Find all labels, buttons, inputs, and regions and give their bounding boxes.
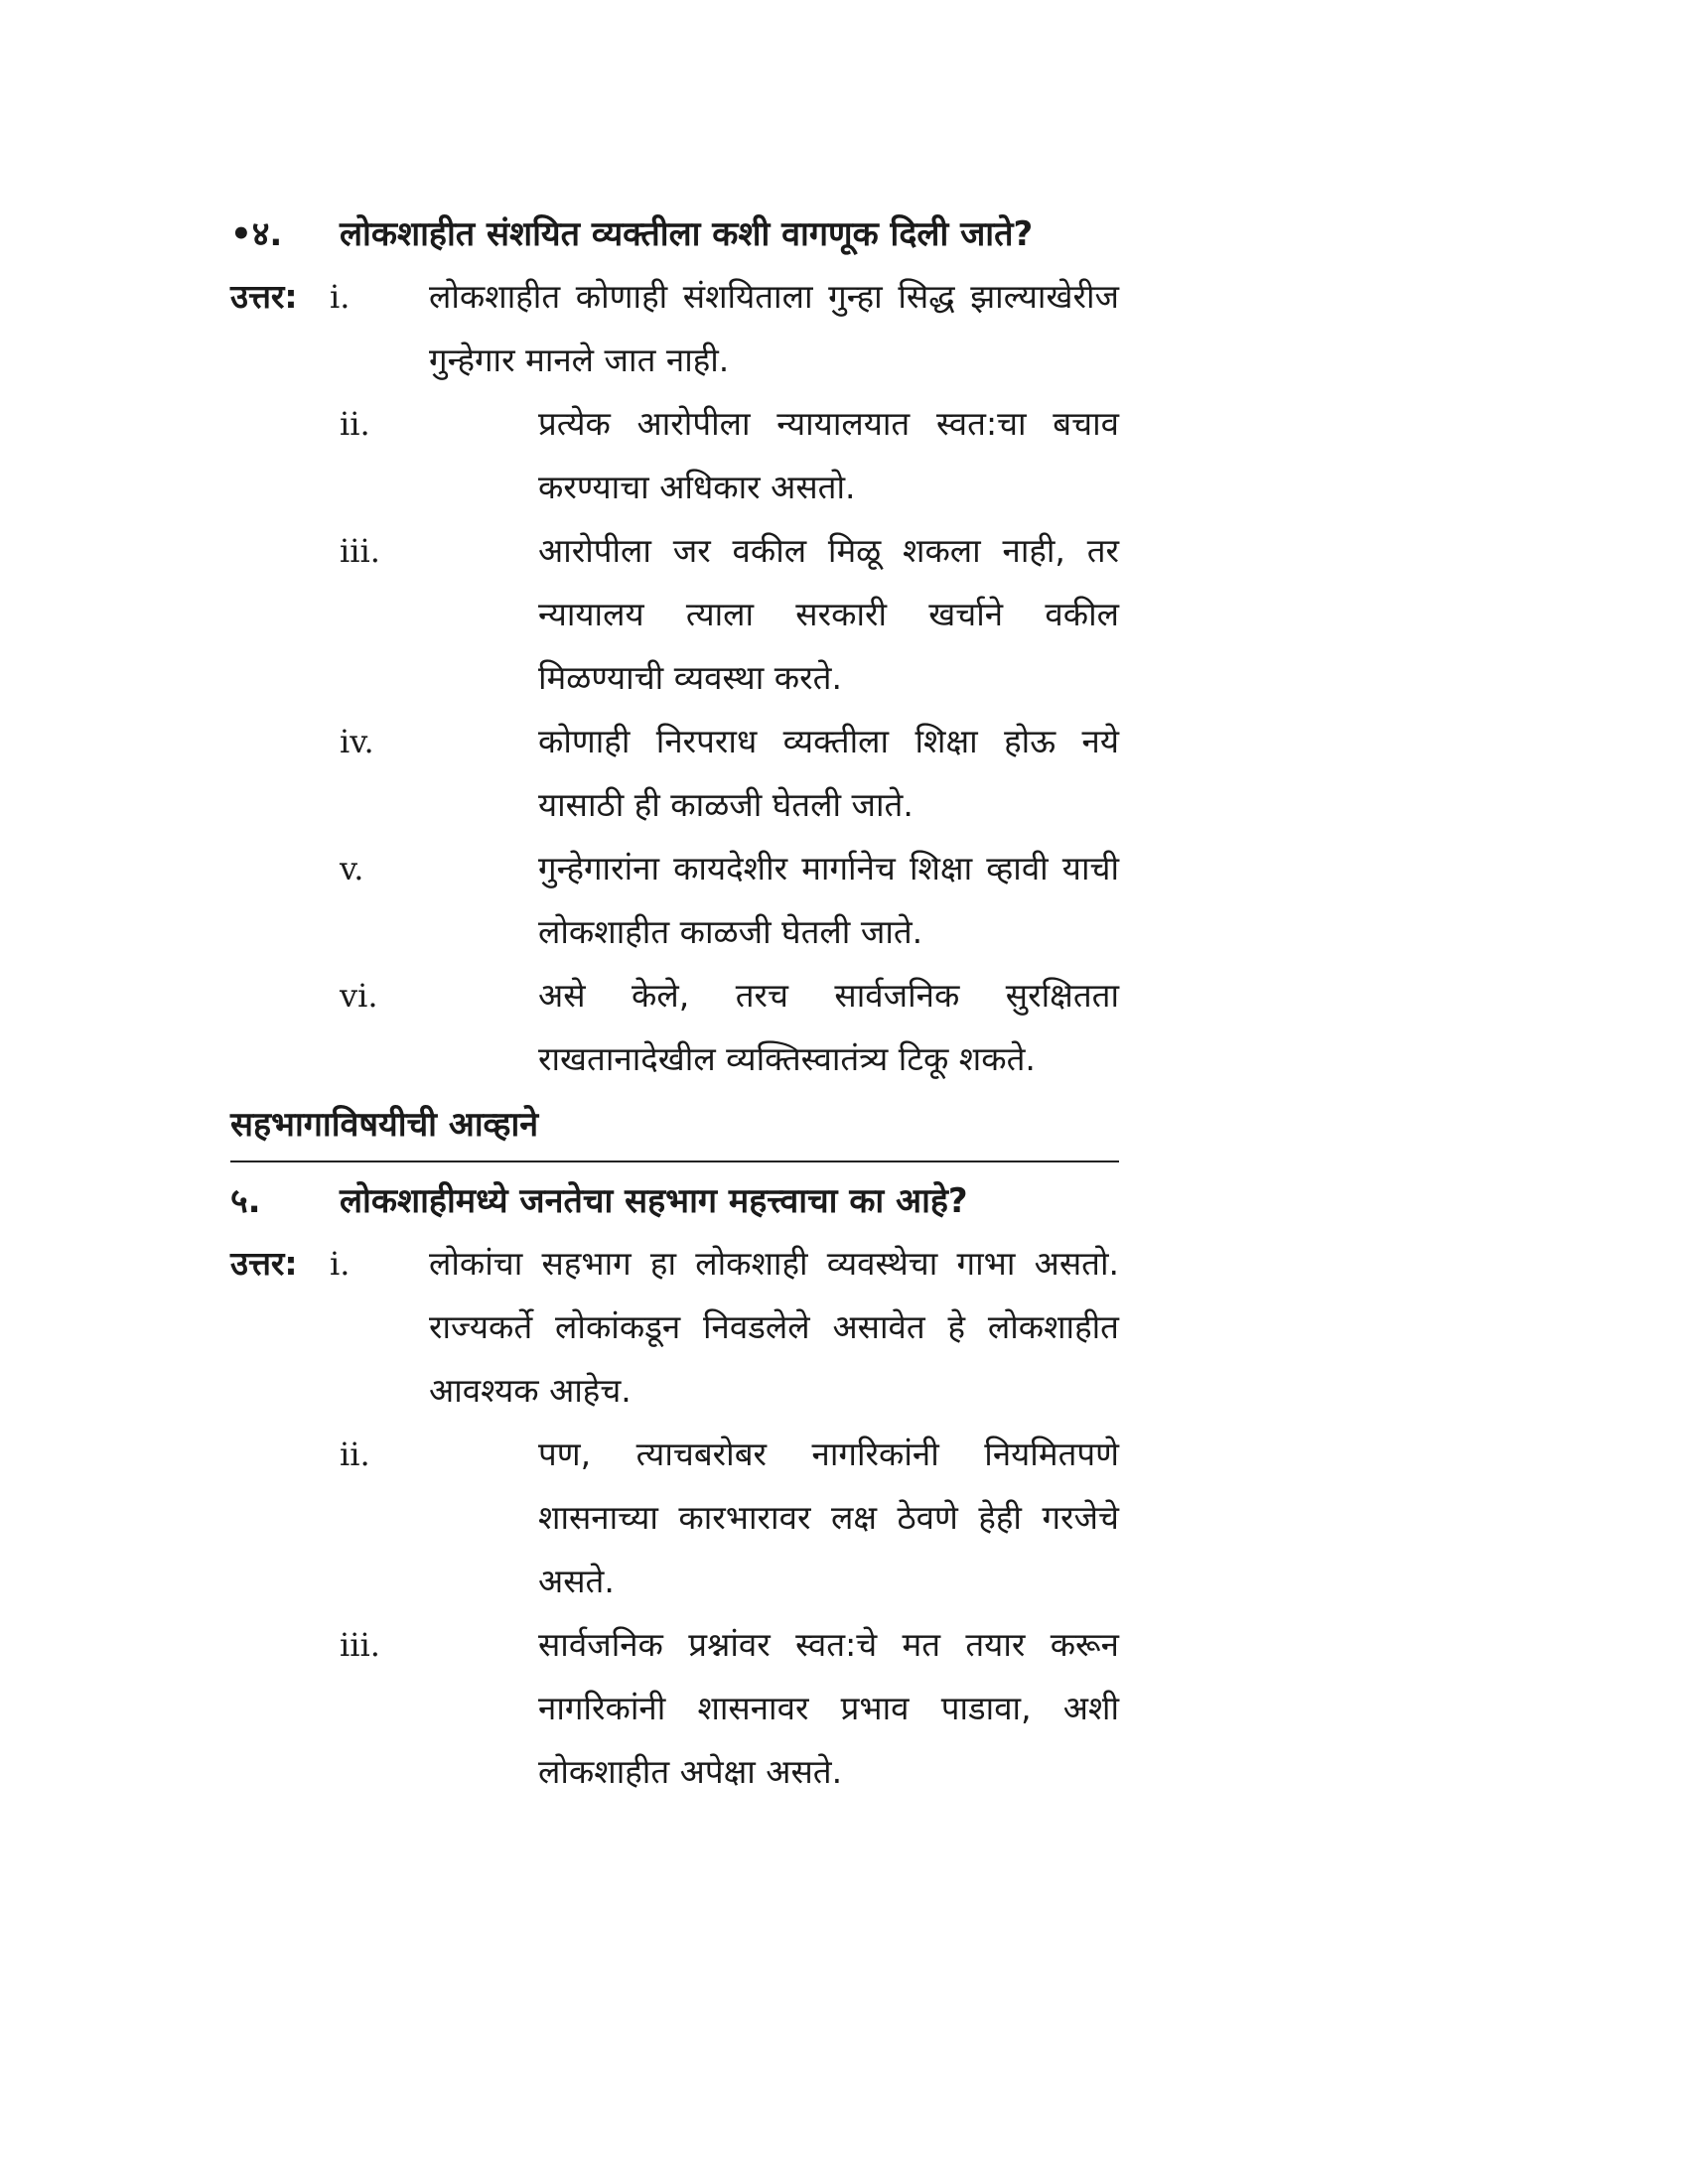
item-text: गुन्हेगारांना कायदेशीर मार्गानेच शिक्षा व्हावी याची लोकशाहीत काळजी घेतली जाते. — [538, 849, 1119, 951]
answer-label: उत्तर: — [230, 277, 298, 316]
item-number: ii. — [340, 1435, 370, 1473]
item-text: लोकांचा सहभाग हा लोकशाही व्यवस्थेचा गाभा असतो. राज्यकर्ते लोकांकडून निवडलेले असावेत हे लोकशाहीत आवश्यक आहेच. — [429, 1244, 1119, 1410]
item-text: लोकशाहीत कोणाही संशयिताला गुन्हा सिद्ध झाल्याखेरीज गुन्हेगार मानले जात नाही. — [429, 277, 1119, 379]
question-number: •४. — [230, 214, 283, 254]
list-item — [230, 1423, 1119, 1613]
question-text: लोकशाहीमध्ये जनतेचा सहभाग महत्त्वाचा का आहे? — [340, 1181, 968, 1221]
list-item — [230, 265, 1119, 392]
list-item — [230, 964, 1119, 1091]
list-item — [230, 1613, 1119, 1804]
list-item — [230, 392, 1119, 519]
list-item — [230, 710, 1119, 837]
item-number: i. — [330, 1245, 351, 1283]
list-item — [230, 837, 1119, 964]
list-item — [230, 519, 1119, 710]
item-number: iv. — [340, 723, 374, 760]
item-text: पण, त्याचबरोबर नागरिकांनी नियमितपणे शासनाच्या कारभारावर लक्ष ठेवणे हेही गरजेचे असते. — [538, 1434, 1119, 1600]
question-number: ५. — [230, 1181, 261, 1221]
item-text: कोणाही निरपराध व्यक्तीला शिक्षा होऊ नये यासाठी ही काळजी घेतली जाते. — [538, 722, 1119, 824]
question-text: लोकशाहीत संशयित व्यक्तीला कशी वागणूक दिली जाते? — [340, 214, 1034, 254]
item-text: असे केले, तरच सार्वजनिक सुरक्षितता राखतानादेखील व्यक्तिस्वातंत्र्य टिकू शकते. — [538, 976, 1119, 1078]
item-text: आरोपीला जर वकील मिळू शकला नाही, तर न्यायालय त्याला सरकारी खर्चाने वकील मिळण्याची व्यवस्था करते. — [538, 531, 1119, 697]
item-number: v. — [340, 850, 364, 887]
section-heading: सहभागाविषयीची आव्हाने — [230, 1093, 1119, 1162]
item-number: iii. — [340, 532, 380, 570]
item-text: प्रत्येक आरोपीला न्यायालयात स्वत:चा बचाव करण्याचा अधिकार असतो. — [538, 404, 1119, 506]
page-content — [230, 204, 1119, 1804]
list-item — [230, 1232, 1119, 1423]
item-number: iii. — [340, 1626, 380, 1664]
question-5 — [230, 1170, 1119, 1232]
item-number: vi. — [340, 977, 378, 1015]
item-number: i. — [330, 278, 351, 316]
item-number: ii. — [340, 405, 370, 443]
question-4 — [230, 204, 1119, 265]
item-text: सार्वजनिक प्रश्नांवर स्वत:चे मत तयार करून नागरिकांनी शासनावर प्रभाव पाडावा, अशी लोकशाहीत अपेक्षा असते. — [538, 1625, 1119, 1791]
answer-label: उत्तर: — [230, 1244, 298, 1283]
answer-4 — [230, 265, 1119, 1091]
answer-5 — [230, 1232, 1119, 1804]
